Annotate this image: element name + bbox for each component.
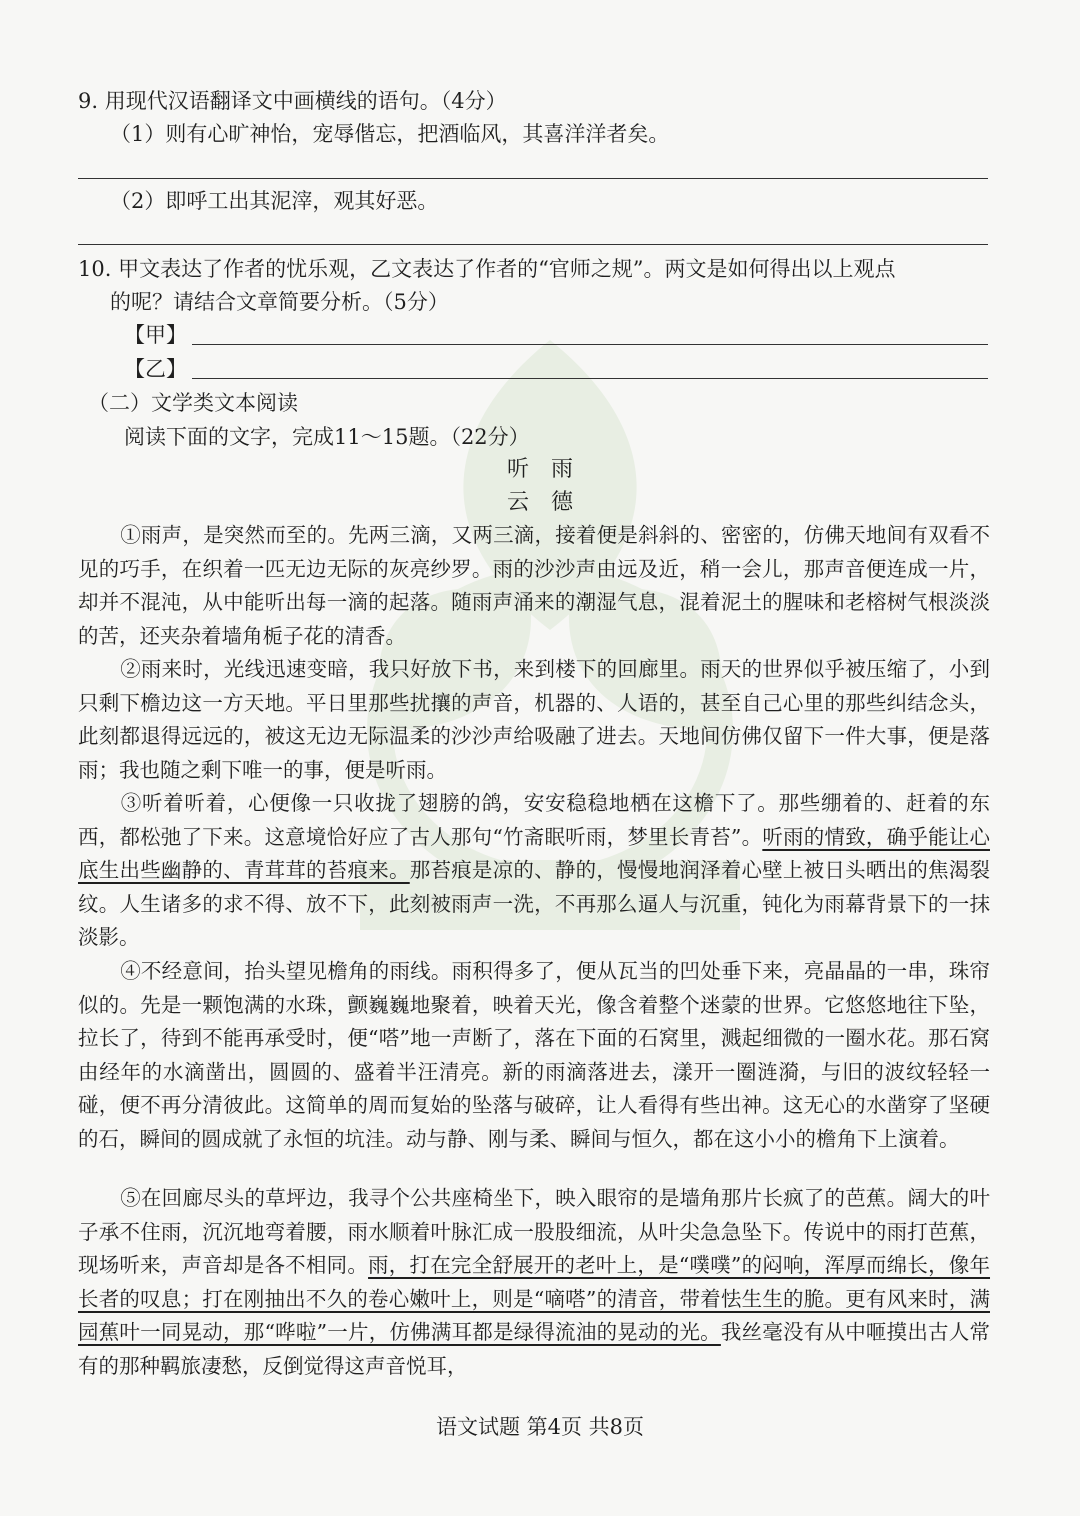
question-9-item-1: （1）则有心旷神怡，宠辱偕忘，把酒临风，其喜洋洋者矣。 [110,122,670,146]
reading-instruction: 阅读下面的文字，完成11～15题。（22分） [124,425,530,449]
answer-line-9-2[interactable] [78,244,988,245]
paragraph-5: ⑤在回廊尽头的草坪边，我寻个公共座椅坐下，映入眼帘的是墙角那片长疯了的芭蕉。阔大的叶子承不住雨，沉沉地弯着腰，雨水顺着叶脉汇成一股股细流，从叶尖急急坠下。传说中的雨打芭蕉，现场听来，声音却是各不相同。雨，打在完全舒展开的老叶上，是“噗噗”的闷响，浑厚而绵长，像年长者的叹息；打在刚抽出不久的卷心嫩叶上，则是“嘀嗒”的清音，带着怯生生的脆。更有风来时，满园蕉叶一同晃动，那“哗啦”一片，仿佛满耳都是绿得流油的晃动的光。我丝毫没有从中咂摸出古人常有的那种羁旅凄愁，反倒觉得这声音悦耳， [78,1186,991,1378]
paragraph-2: ②雨来时，光线迅速变暗，我只好放下书，来到楼下的回廊里。雨天的世界似乎被压缩了，小到只剩下檐边这一方天地。平日里那些扰攘的声音，机器的、人语的，甚至自己心里的那些纠结念头，此刻都退得远远的，被这无边无际温柔的沙沙声给吸融了进去。天地间仿佛仅留下一件大事，便是落雨；我也随之剩下唯一的事，便是听雨。 [78,657,990,782]
underlined-passage-5: 雨，打在完全舒展开的老叶上，是“噗噗”的闷响，浑厚而绵长，像年长者的叹息；打在刚抽出不久的卷心嫩叶上，则是“嘀嗒”的清音，带着怯生生的脆。更有风来时，满园蕉叶一同晃动，那“哗啦”一片，仿佛满耳都是绿得流油的晃动的光。 [78,1253,991,1345]
paragraph-4: ④不经意间，抬头望见檐角的雨线。雨积得多了，便从瓦当的凹处垂下来，亮晶晶的一串，珠帘似的。先是一颗饱满的水珠，颤巍巍地聚着，映着天光，像含着整个迷蒙的世界。它悠悠地往下坠，拉长了，待到不能再承受时，便“嗒”地一声断了，落在下面的石窝里，溅起细微的一圈水花。那石窝由经年的水滴凿出，圆圆的、盛着半汪清亮。新的雨滴落进去，漾开一圈涟漪，与旧的波纹轻轻一碰，便不再分清彼此。这简单的周而复始的坠落与破碎，让人看得有些出神。这无心的水凿穿了坚硬的石，瞬间的圆成就了永恒的坑洼。动与静、刚与柔、瞬间与恒久，都在这小小的檐角下上演着。 [78,959,990,1151]
answer-line-9-1[interactable] [78,178,988,179]
question-9-item-2: （2）即呼工出其泥滓，观其好恶。 [110,189,439,213]
paragraph-3: ③听着听着，心便像一只收拢了翅膀的鸽，安安稳稳地栖在这檐下了。那些绷着的、赶着的东西，都松弛了下来。这意境恰好应了古人那句“竹斋眠听雨，梦里长青苔”。听雨的情致，确乎能让心底生出些幽静的、青茸茸的苔痕来。那苔痕是凉的、静的，慢慢地润泽着心壁上被日头晒出的焦渴裂纹。人生诸多的求不得、放不下，此刻被雨声一洗，不再那么逼人与沉重，钝化为雨幕背景下的一抹淡影。 [78,791,991,950]
article-author: 云 德 [506,490,573,515]
underlined-sentence-3: 听雨的情致，确乎能让心底生出些幽静的、青茸茸的苔痕来。 [78,824,990,883]
answer-line-jia[interactable] [192,344,988,345]
label-yi: 【乙】 [124,357,187,381]
answer-line-yi[interactable] [192,378,988,379]
page-footer: 语文试题 第4页 共8页 [435,1415,645,1439]
section-heading: （二）文学类文本阅读 [88,391,298,415]
question-10-prompt-line-2: 的呢？请结合文章简要分析。（5分） [110,290,449,314]
article-title: 听 雨 [506,457,573,482]
question-9-prompt: 9. 用现代汉语翻译文中画横线的语句。（4分） [78,89,507,113]
paragraph-1: ①雨声，是突然而至的。先两三滴，又两三滴，接着便是斜斜的、密密的，仿佛天地间有双看不见的巧手，在织着一匹无边无际的灰亮纱罗。雨的沙沙声由远及近，稍一会儿，那声音便连成一片，却并不混沌，从中能听出每一滴的起落。随雨声涌来的潮湿气息，混着泥土的腥味和老榕树气根淡淡的苦，还夹杂着墙角栀子花的清香。 [78,523,990,648]
label-jia: 【甲】 [124,323,187,347]
question-10-prompt-line-1: 10. 甲文表达了作者的忧乐观，乙文表达了作者的“官师之规”。两文是如何得出以上观点 [78,257,896,281]
